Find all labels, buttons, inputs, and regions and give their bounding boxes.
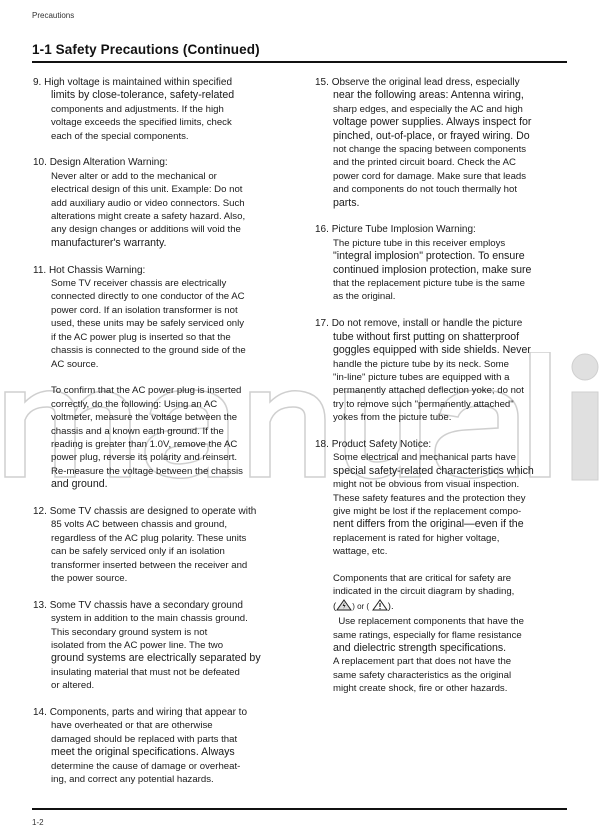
precaution-item	[33, 505, 298, 585]
exclamation-warning-triangle-icon	[372, 599, 388, 615]
item-spacer	[33, 585, 298, 598]
text-line: manufacturer's warranty.	[51, 236, 167, 249]
text-line	[51, 371, 298, 384]
precaution-heading-text: Some TV chassis are designed to operate with	[49, 505, 257, 517]
text-line: that the replacement picture tube is the same	[333, 278, 525, 290]
precaution-heading	[33, 156, 298, 169]
precaution-heading-text: Do not remove, install or handle the picture	[331, 318, 523, 330]
text-line: and dielectric strength specifications.	[333, 642, 507, 655]
precaution-number: 9.	[33, 77, 42, 88]
precaution-body	[315, 89, 580, 210]
item-spacer	[33, 250, 298, 263]
text-line: chassis is connected to the ground side of the	[51, 345, 246, 357]
text-line: Some electrical and mechanical parts have	[333, 452, 516, 464]
text-line: voltage exceeds the specified limits, check	[51, 117, 232, 129]
precaution-heading-text: Some TV chassis have a secondary ground	[49, 599, 243, 611]
precaution-heading	[315, 223, 580, 236]
text-line: power cord for damage. Make sure that leads	[333, 170, 527, 182]
text-line: indicated in the circuit diagram by shading,	[333, 586, 515, 598]
precaution-item	[315, 317, 580, 424]
text-line: have overheated or that are otherwise	[51, 720, 213, 732]
item-spacer	[315, 210, 580, 223]
precaution-body	[315, 237, 580, 304]
precaution-number: 14.	[33, 707, 47, 719]
text-line: as the original.	[333, 291, 396, 303]
text-line: ing, and correct any potential hazards.	[51, 774, 214, 786]
text-line: near the following areas: Antenna wiring,	[333, 89, 524, 102]
text-line: and ground.	[51, 478, 108, 491]
text-line: might not be obvious from visual inspection.	[333, 479, 520, 491]
text-line: alterations might create a safety hazard. Also,	[51, 211, 246, 223]
text-line: or altered.	[51, 680, 95, 692]
text-line: regardless of the AC plug polarity. These units	[51, 532, 247, 544]
precaution-body	[315, 331, 580, 425]
precaution-item	[33, 156, 298, 250]
precaution-heading-text: High voltage is maintained within specified	[44, 77, 233, 88]
text-line: These safety features and the protection they	[333, 492, 526, 504]
precaution-number: 12.	[33, 505, 47, 517]
precaution-heading	[33, 76, 298, 89]
text-line: permanently attached deflection yoke; do not	[333, 385, 524, 397]
text-line: power plug, reverse its polarity and reinsert.	[51, 452, 238, 464]
precaution-body	[33, 719, 298, 786]
page-number: 1-2	[32, 818, 44, 827]
text-line: A replacement part that does not have the	[333, 656, 512, 668]
text-line: electrical design of this unit. Example: Do not	[51, 184, 243, 196]
precaution-number: 17.	[315, 318, 329, 330]
paren-open: (	[333, 600, 337, 612]
text-line: give might be lost if the replacement compo-	[333, 505, 522, 517]
text-line: system in addition to the main chassis ground.	[51, 613, 248, 625]
precaution-number: 13.	[33, 599, 47, 611]
precaution-heading	[315, 76, 580, 89]
text-line: can be safely serviced only if an isolation	[51, 546, 225, 558]
precaution-number: 18.	[315, 438, 329, 450]
text-line: 85 volts AC between chassis and ground,	[51, 519, 227, 531]
precaution-heading-text: Picture Tube Implosion Warning:	[331, 224, 476, 236]
precaution-heading	[315, 317, 580, 330]
running-head: Precautions	[32, 11, 75, 20]
text-line: AC source.	[51, 358, 99, 370]
text-line: Some TV receiver chassis are electrically	[51, 278, 227, 290]
text-line: tube without first putting on shatterproof	[333, 330, 520, 343]
precaution-body	[33, 612, 298, 692]
text-line: yokes from the picture tube.	[333, 412, 452, 424]
text-line: nent differs from the original—even if the	[333, 518, 524, 531]
text-line: not change the spacing between components	[333, 144, 527, 156]
precaution-heading	[33, 599, 298, 612]
text-line: if the AC power plug is inserted so that the	[51, 331, 231, 343]
text-line: reading is greater than 1.0V, remove the AC	[51, 438, 238, 450]
text-line: continued implosion protection, make sure	[333, 263, 532, 276]
text-line: each of the special components.	[51, 130, 189, 142]
precaution-heading-text: Hot Chassis Warning:	[48, 264, 146, 276]
item-spacer	[33, 492, 298, 505]
precaution-heading-text: Design Alteration Warning:	[49, 157, 168, 169]
precaution-heading	[33, 264, 298, 277]
text-line: replacement is rated for higher voltage,	[333, 532, 500, 544]
text-line: connected directly to one conductor of the AC	[51, 291, 245, 303]
left-column	[33, 76, 298, 786]
precaution-heading	[33, 706, 298, 719]
precaution-item	[33, 706, 298, 786]
precaution-number: 16.	[315, 224, 329, 236]
text-line: same safety characteristics as the original	[333, 669, 512, 681]
text-line: the power source.	[51, 572, 128, 584]
text-line: power cord. If an isolation transformer is not	[51, 304, 238, 316]
text-line: parts.	[333, 196, 360, 209]
precaution-heading-text: Components, parts and wiring that appear to	[49, 707, 248, 719]
precaution-heading	[33, 505, 298, 518]
text-line: pinched, out-of-place, or frayed wiring. Do	[333, 129, 530, 142]
text-line: components and adjustments. If the high	[51, 103, 224, 115]
title-rule	[32, 61, 567, 63]
lightning-warning-triangle-icon	[336, 599, 352, 615]
paren-close: ).	[387, 600, 394, 612]
or-text: ) or (	[352, 601, 370, 611]
text-line: used, these units may be safely serviced only	[51, 318, 245, 330]
precaution-body	[33, 277, 298, 492]
safety-symbols-line	[333, 599, 580, 615]
text-line: special safety-related characteristics which	[333, 464, 534, 477]
precaution-item	[33, 76, 298, 143]
text-line: This secondary ground system is not	[51, 626, 208, 638]
text-line: ground systems are electrically separated by	[51, 652, 261, 665]
text-line: transformer inserted between the receiver and	[51, 559, 248, 571]
footer-rule	[32, 808, 567, 810]
precaution-item	[315, 223, 580, 303]
text-line: Use replacement components that have the	[333, 616, 524, 628]
text-line: wattage, etc.	[333, 546, 388, 558]
precaution-number: 10.	[33, 157, 47, 169]
text-line: voltmeter, measure the voltage between the	[51, 412, 238, 424]
text-line: handle the picture tube by its neck. Some	[333, 358, 509, 370]
item-spacer	[33, 143, 298, 156]
text-line: determine the cause of damage or overheat-	[51, 760, 241, 772]
item-spacer	[33, 693, 298, 706]
precaution-body	[315, 451, 580, 695]
precaution-heading-text: Product Safety Notice:	[331, 438, 432, 450]
text-line: and components do not touch thermally hot	[333, 184, 517, 196]
precaution-number: 11.	[33, 264, 47, 276]
text-line: any design changes or additions will void the	[51, 224, 241, 236]
text-line: "integral implosion" protection. To ensure	[333, 250, 525, 263]
precaution-heading	[315, 438, 580, 451]
precaution-item	[33, 599, 298, 693]
right-column	[315, 76, 580, 696]
text-line: add auxiliary audio or video connectors. Such	[51, 197, 245, 209]
text-line: damaged should be replaced with parts that	[51, 733, 238, 745]
text-line: voltage power supplies. Always inspect for	[333, 116, 532, 129]
text-line: meet the original specifications. Always	[51, 746, 235, 759]
item-spacer	[315, 304, 580, 317]
text-line	[333, 559, 580, 572]
text-line: correctly, do the following: Using an AC	[51, 398, 218, 410]
precaution-item	[315, 76, 580, 210]
text-line: Re-measure the voltage between the chassis	[51, 465, 243, 477]
precaution-item	[315, 438, 580, 696]
text-line: and the printed circuit board. Check the AC	[333, 157, 516, 169]
text-line: "in-line" picture tubes are equipped with a	[333, 371, 510, 383]
text-line: Components that are critical for safety are	[333, 572, 512, 584]
precaution-heading-text: Observe the original lead dress, especially	[331, 77, 520, 88]
text-line: chassis and a known earth ground. If the	[51, 425, 224, 437]
text-line: limits by close-tolerance, safety-related	[51, 89, 235, 102]
text-line: The picture tube in this receiver employs	[333, 237, 506, 249]
text-line: sharp edges, and especially the AC and high	[333, 103, 523, 115]
precaution-body	[33, 170, 298, 250]
precaution-body	[33, 89, 298, 143]
text-line: goggles equipped with side shields. Never	[333, 344, 531, 357]
text-line: try to remove such "permanently attached"	[333, 398, 514, 410]
precaution-item	[33, 264, 298, 492]
text-line: isolated from the AC power line. The two	[51, 640, 224, 651]
text-line: might create shock, fire or other hazards.	[333, 683, 508, 695]
item-spacer	[315, 425, 580, 438]
precaution-number: 15.	[315, 77, 329, 88]
text-line: Never alter or add to the mechanical or	[51, 170, 217, 182]
text-line: To confirm that the AC power plug is inserted	[51, 385, 242, 397]
text-line: same ratings, especially for flame resistance	[333, 629, 522, 641]
precaution-body	[33, 518, 298, 585]
page-title: 1-1 Safety Precautions (Continued)	[32, 42, 260, 57]
text-line: insulating material that must not be defeated	[51, 666, 240, 678]
